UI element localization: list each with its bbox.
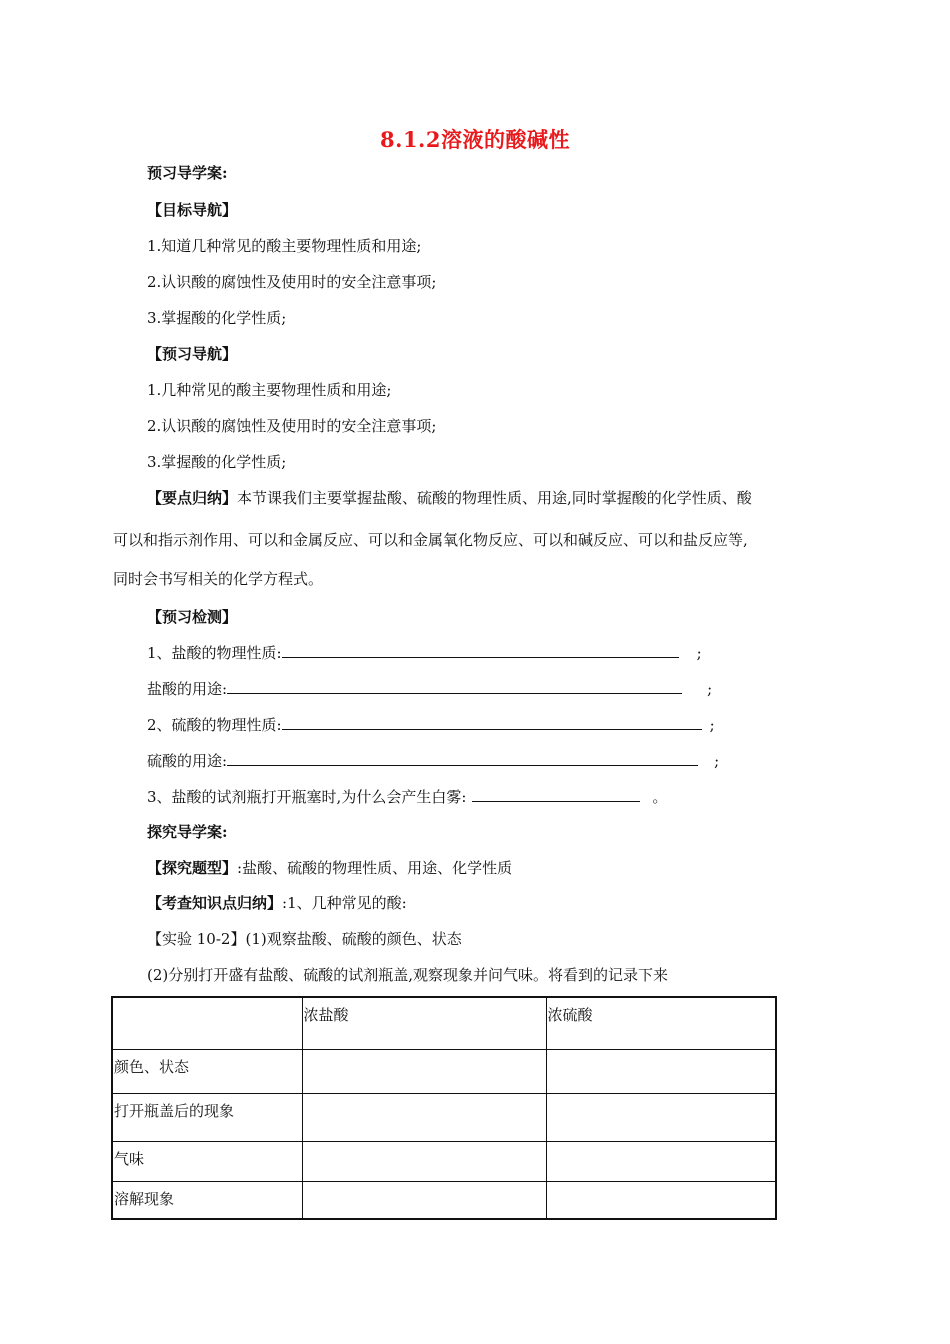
keypoints-line: 可以和指示剂作用、可以和金属反应、可以和金属氧化物反应、可以和碱反应、可以和盐反应等, — [113, 531, 748, 549]
table-cell[interactable] — [546, 1181, 776, 1219]
table-row-label: 气味 — [112, 1141, 302, 1181]
table-cell[interactable] — [302, 1049, 546, 1093]
goal-heading: 【目标导航】 — [147, 201, 238, 219]
answer-blank[interactable] — [472, 787, 640, 802]
keypoints-line: 同时会书写相关的化学方程式。 — [113, 570, 324, 588]
knowledge-text: :1、几种常见的酸: — [282, 894, 407, 912]
table-row — [112, 1141, 776, 1181]
question-label: 1、盐酸的物理性质: — [147, 644, 282, 662]
table-cell[interactable] — [546, 1049, 776, 1093]
question-label: 盐酸的用途: — [147, 680, 228, 698]
nav-heading: 【预习导航】 — [147, 345, 238, 363]
period: 。 — [652, 788, 668, 806]
question-label: 硫酸的用途: — [147, 752, 228, 770]
keypoints-text: 本节课我们主要掌握盐酸、硫酸的物理性质、用途,同时掌握酸的化学性质、酸 — [237, 489, 752, 507]
table-row-label: 颜色、状态 — [112, 1049, 302, 1093]
table-row — [112, 1181, 776, 1219]
knowledge-label: 【考查知识点归纳】 — [147, 894, 283, 912]
answer-blank[interactable] — [282, 715, 702, 730]
answer-blank[interactable] — [227, 679, 682, 694]
nav-item: 3.掌握酸的化学性质; — [147, 453, 287, 471]
goal-item: 2.认识酸的腐蚀性及使用时的安全注意事项; — [147, 273, 437, 291]
knowledge-line — [147, 893, 407, 913]
explore-type-label: 【探究题型】 — [147, 859, 238, 877]
answer-blank[interactable] — [227, 751, 698, 766]
question-label: 2、硫酸的物理性质: — [147, 716, 282, 734]
question-line — [147, 751, 719, 771]
table-header-cell — [112, 997, 302, 1049]
goal-item: 1.知道几种常见的酸主要物理性质和用途; — [147, 237, 422, 255]
record-table — [111, 996, 777, 1220]
question-line — [147, 679, 712, 699]
nav-item: 2.认识酸的腐蚀性及使用时的安全注意事项; — [147, 417, 437, 435]
question-label: 3、盐酸的试剂瓶打开瓶塞时,为什么会产生白雾: — [147, 788, 467, 806]
table-header-cell: 浓盐酸 — [302, 997, 546, 1049]
table-cell[interactable] — [302, 1093, 546, 1141]
table-cell[interactable] — [302, 1181, 546, 1219]
check-heading: 【预习检测】 — [147, 608, 238, 626]
semicolon: ; — [707, 680, 713, 698]
page-title: 8.1.2溶液的酸碱性 — [380, 127, 570, 152]
semicolon: ; — [709, 716, 715, 734]
table-row-label: 溶解现象 — [112, 1181, 302, 1219]
explore-type-text: :盐酸、硫酸的物理性质、用途、化学性质 — [237, 859, 513, 877]
table-cell[interactable] — [302, 1141, 546, 1181]
keypoints-paragraph — [147, 488, 752, 508]
table-cell[interactable] — [546, 1141, 776, 1181]
explore-type-line — [147, 858, 512, 878]
table-row — [112, 1049, 776, 1093]
table-header-row — [112, 997, 776, 1049]
semicolon: ; — [714, 752, 720, 770]
table-cell[interactable] — [546, 1093, 776, 1141]
nav-item: 1.几种常见的酸主要物理性质和用途; — [147, 381, 392, 399]
explore-heading: 探究导学案: — [147, 823, 228, 841]
answer-blank[interactable] — [282, 643, 679, 658]
experiment-line: 【实验 10-2】(1)观察盐酸、硫酸的颜色、状态 — [147, 930, 462, 948]
experiment-line: (2)分别打开盛有盐酸、硫酸的试剂瓶盖,观察现象并问气味。将看到的记录下来 — [147, 966, 669, 984]
question-line — [147, 643, 702, 663]
question-line — [147, 787, 667, 807]
preview-heading: 预习导学案: — [147, 164, 228, 182]
table-header-cell: 浓硫酸 — [546, 997, 776, 1049]
question-line — [147, 715, 715, 735]
goal-item: 3.掌握酸的化学性质; — [147, 309, 287, 327]
semicolon: ; — [696, 644, 702, 662]
table-row — [112, 1093, 776, 1141]
table-row-label: 打开瓶盖后的现象 — [112, 1093, 302, 1141]
keypoints-label: 【要点归纳】 — [147, 489, 238, 507]
